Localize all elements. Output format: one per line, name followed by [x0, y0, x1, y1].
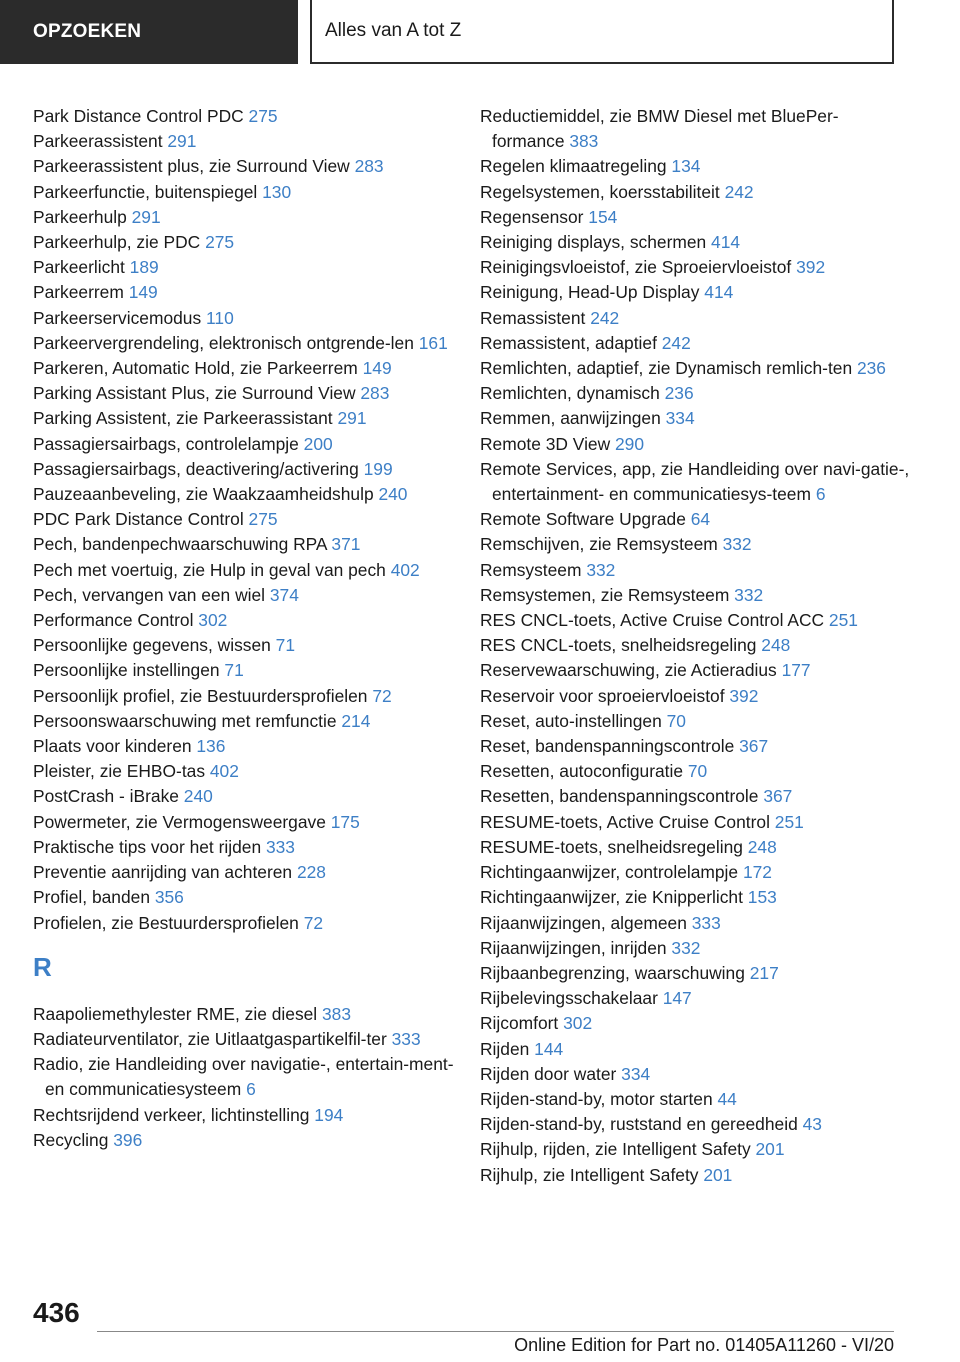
- index-entry-label: PostCrash - iBrake: [33, 786, 179, 807]
- index-entry-label: Remlichten, adaptief, zie Dynamisch remlich-ten: [480, 358, 853, 379]
- index-entry-label: Parkeerassistent plus, zie Surround View: [33, 156, 350, 177]
- index-entry: [33, 457, 463, 482]
- index-entry-label: Rijaanwijzingen, inrijden: [480, 937, 667, 958]
- index-entry: [33, 432, 463, 457]
- page-title: Alles van A tot Z: [310, 0, 894, 64]
- index-entry-label: Reductiemiddel, zie BMW Diesel met BluePer-formance: [480, 106, 839, 152]
- page-reference-link[interactable]: 334: [665, 408, 695, 429]
- page-reference-link[interactable]: 72: [303, 912, 324, 933]
- page-reference-link[interactable]: 130: [262, 181, 292, 202]
- index-entry: [33, 230, 463, 255]
- index-entry-label: Parkeerassistent: [33, 131, 163, 152]
- index-entry: [33, 356, 463, 381]
- page-reference-link[interactable]: 334: [621, 1063, 651, 1084]
- index-entry: [480, 633, 910, 658]
- index-entry: [480, 154, 910, 179]
- index-entry-label: Regelen klimaatregeling: [480, 156, 667, 177]
- index-entry-label: Remsystemen, zie Remsysteem: [480, 584, 730, 605]
- index-entry-label: Radio, zie Handleiding over navigatie-, entertain-ment- en communicatiesysteem: [33, 1054, 454, 1100]
- index-entry: [33, 381, 463, 406]
- page-reference-link[interactable]: 70: [687, 761, 708, 782]
- page-reference-link[interactable]: 217: [749, 962, 779, 983]
- index-entry: [480, 104, 910, 154]
- page-reference-link[interactable]: 242: [724, 181, 754, 202]
- index-entry: [33, 507, 463, 532]
- page-reference-link[interactable]: 134: [671, 156, 701, 177]
- index-entry-label: Rijden: [480, 1038, 530, 1059]
- page-reference-link[interactable]: 154: [588, 206, 618, 227]
- index-list-r-continued: [480, 104, 910, 1188]
- index-entry-label: Raapoliemethylester RME, zie diesel: [33, 1003, 318, 1024]
- index-entry-label: Rechtsrijdend verkeer, lichtinstelling: [33, 1104, 310, 1125]
- page-reference-link[interactable]: 110: [206, 307, 234, 328]
- index-entry: [480, 1112, 910, 1137]
- index-entry: [33, 633, 463, 658]
- page-reference-link[interactable]: 153: [747, 887, 777, 908]
- index-entry: [480, 1087, 910, 1112]
- index-entry-label: Parkeerrem: [33, 282, 124, 303]
- index-entry: [480, 1137, 910, 1162]
- page-reference-link[interactable]: 402: [390, 559, 420, 580]
- index-entry: [33, 784, 463, 809]
- index-entry-label: Praktische tips voor het rijden: [33, 836, 262, 857]
- index-entry-label: Parkeerlicht: [33, 257, 125, 278]
- page-reference-link[interactable]: 149: [128, 282, 158, 303]
- index-entry: [33, 406, 463, 431]
- index-entry-label: Reiniging displays, schermen: [480, 232, 707, 253]
- footer-divider: [97, 1331, 894, 1332]
- index-entry-label: Remlichten, dynamisch: [480, 383, 660, 404]
- edition-footer: Online Edition for Part no. 01405A11260 - VI/20: [514, 1335, 894, 1355]
- index-entry-label: Pech, bandenpechwaarschuwing RPA: [33, 534, 327, 555]
- index-entry: [480, 205, 910, 230]
- page-reference-link[interactable]: 44: [717, 1088, 737, 1109]
- index-entry-label: RES CNCL-toets, snelheidsregeling: [480, 635, 757, 656]
- page-reference-link[interactable]: 228: [296, 862, 326, 883]
- index-entry-label: Remassistent: [480, 307, 586, 328]
- index-entry-label: Persoonswaarschuwing met remfunctie: [33, 710, 337, 731]
- page-reference-link[interactable]: 283: [360, 383, 390, 404]
- page-reference-link[interactable]: 275: [205, 232, 235, 253]
- page-reference-link[interactable]: 248: [747, 836, 777, 857]
- index-entry-label: Remote 3D View: [480, 433, 611, 454]
- index-column-right: [480, 104, 910, 1188]
- index-entry-label: Radiateurventilator, zie Uitlaatgaspartikelfil-ter: [33, 1028, 387, 1049]
- index-entry-label: Reservewaarschuwing, zie Actieradius: [480, 660, 777, 681]
- page-reference-link[interactable]: 240: [183, 786, 213, 807]
- index-entry: [33, 180, 463, 205]
- index-entry: [33, 255, 463, 280]
- index-entry: [33, 810, 463, 835]
- index-entry-label: Parking Assistant Plus, zie Surround View: [33, 383, 356, 404]
- index-entry: [480, 306, 910, 331]
- page-reference-link[interactable]: 71: [224, 660, 244, 681]
- index-entry-label: Remassistent, adaptief: [480, 332, 657, 353]
- page-reference-link[interactable]: 201: [755, 1139, 785, 1160]
- page-reference-link[interactable]: 356: [154, 887, 184, 908]
- section-letter: R: [33, 951, 52, 982]
- index-entry-label: Persoonlijk profiel, zie Bestuurdersprofielen: [33, 685, 368, 706]
- index-entry: [480, 1062, 910, 1087]
- index-entry: [33, 482, 463, 507]
- page-reference-link[interactable]: 332: [586, 559, 616, 580]
- page-reference-link[interactable]: 189: [129, 257, 159, 278]
- index-entry: [480, 784, 910, 809]
- index-entry-label: Reservoir voor sproeiervloeistof: [480, 685, 725, 706]
- index-entry-label: Richtingaanwijzer, zie Knipperlicht: [480, 887, 743, 908]
- index-entry-label: Remmen, aanwijzingen: [480, 408, 661, 429]
- page-reference-link[interactable]: 236: [664, 383, 694, 404]
- page-reference-link[interactable]: 283: [354, 156, 384, 177]
- index-entry: [33, 331, 463, 356]
- index-entry: [33, 911, 463, 936]
- index-entry-label: Rijbelevingsschakelaar: [480, 988, 658, 1009]
- page-reference-link[interactable]: 242: [590, 307, 620, 328]
- index-entry-label: Remote Software Upgrade: [480, 509, 686, 530]
- page-reference-link[interactable]: 333: [265, 836, 295, 857]
- index-entry: [480, 406, 910, 431]
- page-reference-link[interactable]: 144: [534, 1038, 564, 1059]
- page-reference-link[interactable]: 200: [303, 433, 333, 454]
- page-reference-link[interactable]: 161: [418, 332, 448, 353]
- page-reference-link[interactable]: 291: [131, 206, 161, 227]
- index-entry-label: Park Distance Control PDC: [33, 106, 244, 126]
- index-entry: [480, 280, 910, 305]
- page-reference-link[interactable]: 251: [774, 811, 804, 832]
- section-tab[interactable]: OPZOEKEN: [0, 0, 298, 64]
- page-reference-link[interactable]: 291: [167, 131, 197, 152]
- index-entry: [480, 180, 910, 205]
- index-entry-label: Parkeerfunctie, buitenspiegel: [33, 181, 258, 202]
- page-reference-link[interactable]: 290: [615, 433, 645, 454]
- index-entry: [480, 986, 910, 1011]
- index-column-left: [33, 104, 463, 1153]
- index-entry: [33, 608, 463, 633]
- index-entry: [33, 1103, 463, 1128]
- index-entry: [33, 885, 463, 910]
- index-entry: [33, 104, 463, 129]
- index-entry-label: Remote Services, app, zie Handleiding over navi-gatie-, entertainment- en communicatiesys-teem: [480, 458, 910, 505]
- index-entry-label: Powermeter, zie Vermogensweergave: [33, 811, 326, 832]
- index-entry-label: Rijhulp, rijden, zie Intelligent Safety: [480, 1139, 751, 1160]
- page-reference-link[interactable]: 64: [690, 509, 711, 530]
- index-entry-label: Reset, auto-instellingen: [480, 710, 662, 731]
- page-reference-link[interactable]: 332: [671, 937, 701, 958]
- index-entry-label: Passagiersairbags, controlelampje: [33, 433, 299, 454]
- index-entry: [480, 709, 910, 734]
- index-entry-label: PDC Park Distance Control: [33, 509, 244, 530]
- index-entry: [33, 129, 463, 154]
- index-entry: [33, 759, 463, 784]
- index-entry-label: Resetten, bandenspanningscontrole: [480, 786, 759, 807]
- index-entry-label: Persoonlijke gegevens, wissen: [33, 635, 271, 656]
- index-entry: [480, 381, 910, 406]
- page-reference-link[interactable]: 333: [391, 1028, 421, 1049]
- page-reference-link[interactable]: 172: [742, 862, 772, 883]
- page-reference-link[interactable]: 332: [734, 584, 764, 605]
- index-entry-label: Parkeervergrendeling, elektronisch ontgrende-len: [33, 332, 414, 353]
- page-reference-link[interactable]: 248: [761, 635, 791, 656]
- page-reference-link[interactable]: 251: [828, 610, 858, 631]
- page-reference-link[interactable]: 175: [330, 811, 360, 832]
- index-entry-label: Parking Assistent, zie Parkeerassistant: [33, 408, 333, 429]
- page-reference-link[interactable]: 214: [341, 710, 371, 731]
- page-reference-link[interactable]: 177: [781, 660, 811, 681]
- page-reference-link[interactable]: 275: [248, 106, 278, 126]
- index-entry: [33, 532, 463, 557]
- index-entry-label: Resetten, autoconfiguratie: [480, 761, 684, 782]
- index-entry: [33, 709, 463, 734]
- index-entry-label: Performance Control: [33, 610, 194, 631]
- page-reference-link[interactable]: 136: [196, 736, 226, 757]
- index-entry: [480, 835, 910, 860]
- index-entry: [33, 835, 463, 860]
- index-entry-label: Parkeerservicemodus: [33, 307, 202, 328]
- page-reference-link[interactable]: 71: [275, 635, 295, 656]
- page-reference-link[interactable]: 402: [209, 761, 239, 782]
- index-entry-label: RESUME-toets, Active Cruise Control: [480, 811, 770, 832]
- index-entry: [33, 583, 463, 608]
- index-entry: [480, 684, 910, 709]
- index-entry-label: RESUME-toets, snelheidsregeling: [480, 836, 743, 857]
- index-entry: [480, 885, 910, 910]
- index-entry-label: Rijhulp, zie Intelligent Safety: [480, 1164, 699, 1185]
- index-entry-label: Profielen, zie Bestuurdersprofielen: [33, 912, 299, 933]
- index-entry-label: Recycling: [33, 1129, 109, 1150]
- index-entry-label: Pech met voertuig, zie Hulp in geval van pech: [33, 559, 386, 580]
- page-reference-link[interactable]: 275: [248, 509, 278, 530]
- page-reference-link[interactable]: 414: [711, 232, 741, 253]
- page-reference-link[interactable]: 149: [362, 358, 392, 379]
- index-entry: [480, 532, 910, 557]
- index-entry-label: Regelsystemen, koersstabiliteit: [480, 181, 720, 202]
- index-entry-label: RES CNCL-toets, Active Cruise Control ACC: [480, 610, 825, 631]
- index-entry: [480, 457, 910, 507]
- index-entry-label: Regensensor: [480, 206, 584, 227]
- page-reference-link[interactable]: 414: [704, 282, 734, 303]
- index-entry: [33, 860, 463, 885]
- index-entry: [480, 432, 910, 457]
- page-reference-link[interactable]: 302: [563, 1013, 593, 1034]
- index-entry: [480, 961, 910, 986]
- index-entry: [480, 507, 910, 532]
- index-entry-label: Rijden door water: [480, 1063, 617, 1084]
- index-entry-label: Parkeren, Automatic Hold, zie Parkeerrem: [33, 358, 358, 379]
- index-entry: [480, 759, 910, 784]
- index-entry-label: Rijaanwijzingen, algemeen: [480, 912, 687, 933]
- page-reference-link[interactable]: 374: [269, 584, 299, 605]
- page-reference-link[interactable]: 199: [363, 458, 393, 479]
- index-entry: [480, 658, 910, 683]
- page-reference-link[interactable]: 302: [198, 610, 228, 631]
- page-reference-link[interactable]: 383: [569, 131, 599, 152]
- page-reference-link[interactable]: 291: [337, 408, 367, 429]
- page-reference-link[interactable]: 147: [662, 988, 692, 1009]
- index-entry-label: Passagiersairbags, deactivering/activering: [33, 458, 359, 479]
- index-entry-label: Richtingaanwijzer, controlelampje: [480, 862, 739, 883]
- index-entry: [33, 1027, 463, 1052]
- index-entry: [480, 911, 910, 936]
- page-reference-link[interactable]: 333: [691, 912, 721, 933]
- index-entry: [33, 1052, 463, 1102]
- index-entry-label: Pech, vervangen van een wiel: [33, 584, 266, 605]
- index-entry: [480, 936, 910, 961]
- index-entry: [33, 1128, 463, 1153]
- page-reference-link[interactable]: 70: [666, 710, 686, 731]
- index-entry-label: Reinigung, Head-Up Display: [480, 282, 700, 303]
- page-reference-link[interactable]: 371: [331, 534, 361, 555]
- index-entry: [33, 306, 463, 331]
- page-reference-link[interactable]: 194: [314, 1104, 344, 1125]
- index-entry-label: Rijcomfort: [480, 1013, 559, 1034]
- index-entry: [480, 558, 910, 583]
- index-entry: [33, 1002, 463, 1027]
- page-reference-link[interactable]: 6: [246, 1079, 256, 1100]
- page-reference-link[interactable]: 383: [322, 1003, 352, 1024]
- index-entry: [33, 734, 463, 759]
- index-entry-label: Preventie aanrijding van achteren: [33, 862, 293, 883]
- index-entry: [33, 280, 463, 305]
- index-entry-label: Profiel, banden: [33, 887, 150, 908]
- page-reference-link[interactable]: 396: [113, 1129, 143, 1150]
- page-reference-link[interactable]: 242: [661, 332, 691, 353]
- index-entry-label: Reinigingsvloeistof, zie Sproeiervloeistof: [480, 257, 792, 278]
- page-reference-link[interactable]: 43: [802, 1114, 822, 1135]
- index-entry: [480, 1011, 910, 1036]
- index-entry-label: Rijbaanbegrenzing, waarschuwing: [480, 962, 745, 983]
- index-entry: [480, 608, 910, 633]
- index-entry-label: Remsysteem: [480, 559, 582, 580]
- index-entry: [480, 230, 910, 255]
- index-entry-label: Plaats voor kinderen: [33, 736, 192, 757]
- index-entry: [480, 255, 910, 280]
- index-entry: [480, 810, 910, 835]
- index-entry-label: Pauzeaanbeveling, zie Waakzaamheidshulp: [33, 484, 374, 505]
- index-entry: [33, 658, 463, 683]
- index-entry: [33, 684, 463, 709]
- index-entry: [480, 583, 910, 608]
- page-reference-link[interactable]: 72: [372, 685, 392, 706]
- page-reference-link[interactable]: 392: [796, 257, 826, 278]
- index-entry: [480, 734, 910, 759]
- index-entry-label: Reset, bandenspanningscontrole: [480, 736, 735, 757]
- index-entry: [33, 558, 463, 583]
- index-entry: [33, 205, 463, 230]
- index-entry-label: Rijden-stand-by, ruststand en gereedheid: [480, 1114, 798, 1135]
- index-list-r: [33, 1002, 463, 1153]
- index-entry: [33, 154, 463, 179]
- page-reference-link[interactable]: 201: [703, 1164, 733, 1185]
- index-entry-label: Rijden-stand-by, motor starten: [480, 1088, 713, 1109]
- index-list-p: [33, 104, 463, 936]
- index-entry: [480, 1037, 910, 1062]
- index-entry-label: Remschijven, zie Remsysteem: [480, 534, 718, 555]
- page-reference-link[interactable]: 392: [729, 685, 759, 706]
- page-reference-link[interactable]: 240: [378, 484, 408, 505]
- page-reference-link[interactable]: 236: [856, 358, 886, 379]
- page-reference-link[interactable]: 6: [815, 484, 826, 505]
- index-entry-label: Pleister, zie EHBO-tas: [33, 761, 206, 782]
- page-reference-link[interactable]: 332: [722, 534, 752, 555]
- index-entry-label: Persoonlijke instellingen: [33, 660, 220, 681]
- index-entry: [480, 860, 910, 885]
- page-reference-link[interactable]: 367: [739, 736, 769, 757]
- index-entry-label: Parkeerhulp, zie PDC: [33, 232, 201, 253]
- page-reference-link[interactable]: 367: [763, 786, 793, 807]
- index-entry: [480, 331, 910, 356]
- page-number: 436: [33, 1297, 80, 1328]
- index-entry: [480, 356, 910, 381]
- index-entry: [480, 1163, 910, 1188]
- index-entry-label: Parkeerhulp: [33, 206, 127, 227]
